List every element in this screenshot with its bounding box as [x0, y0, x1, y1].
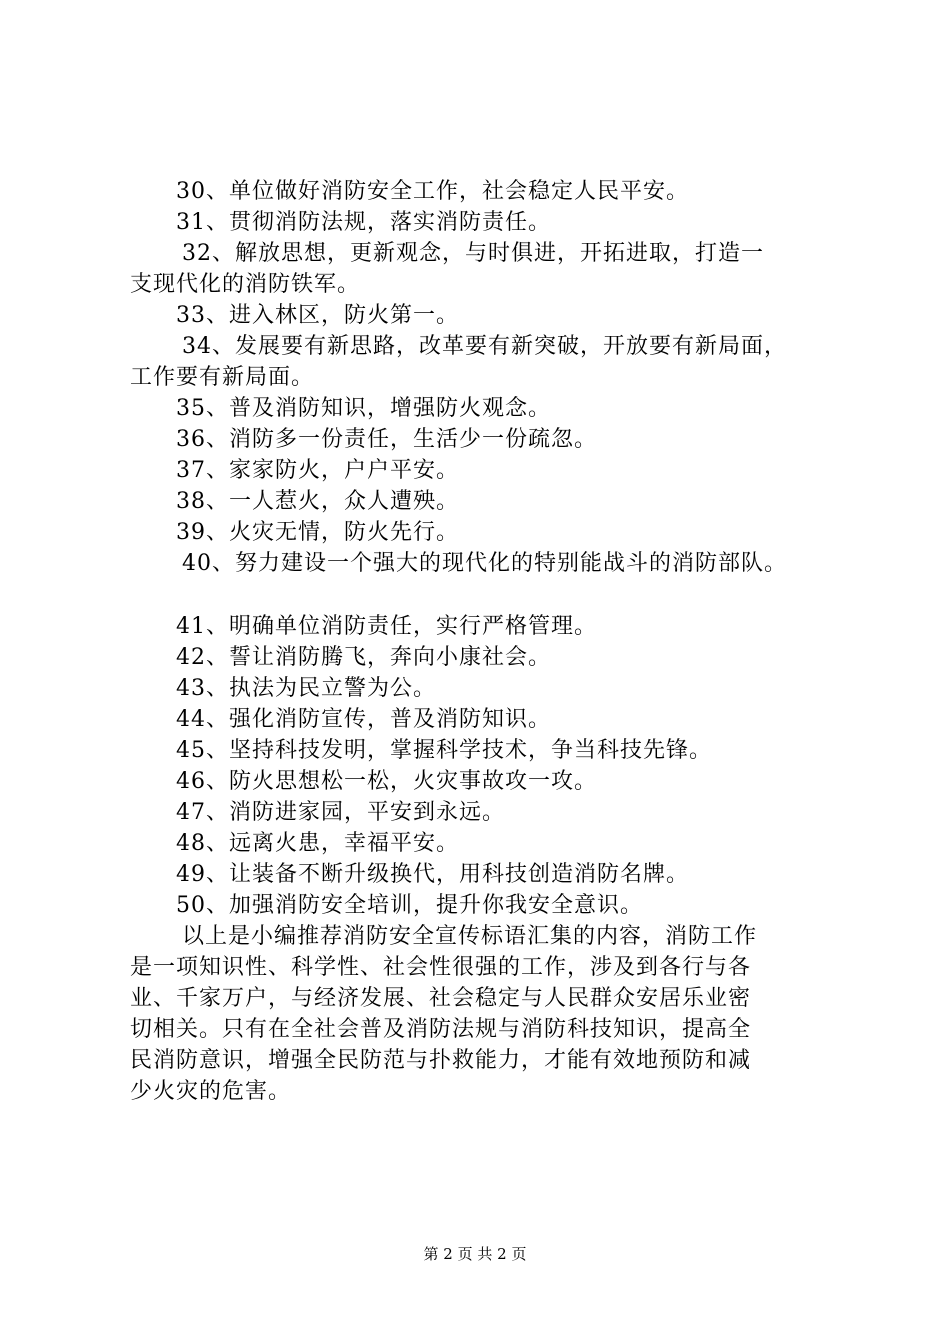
- text-line: 40、努力建设一个强大的现代化的特别能战斗的消防部队。: [182, 551, 787, 576]
- page-footer: 第 2 页 共 2 页: [423, 1245, 527, 1263]
- text-line: 36、消防多一份责任，生活少一份疏忽。: [176, 427, 597, 452]
- text-line: 46、防火思想松一松，火灾事故攻一攻。: [176, 769, 597, 794]
- text-line: 33、进入林区，防火第一。: [176, 303, 459, 328]
- text-line: 是一项知识性、科学性、社会性很强的工作，涉及到各行与各: [130, 955, 752, 980]
- text-line: 47、消防进家园，平安到永远。: [176, 800, 505, 825]
- text-line: 44、强化消防宣传，普及消防知识。: [176, 707, 551, 732]
- text-line: 43、执法为民立警为公。: [176, 676, 436, 701]
- text-line: 支现代化的消防铁军。: [130, 272, 361, 297]
- text-line: 少火灾的危害。: [130, 1079, 292, 1104]
- text-line: 37、家家防火，户户平安。: [176, 458, 459, 483]
- text-line: 民消防意识，增强全民防范与扑救能力，才能有效地预防和减: [130, 1048, 752, 1073]
- text-line: 业、千家万户，与经济发展、社会稳定与人民群众安居乐业密: [130, 986, 752, 1011]
- text-line: 38、一人惹火，众人遭殃。: [176, 489, 459, 514]
- text-line: 30、单位做好消防安全工作，社会稳定人民平安。: [176, 179, 689, 204]
- text-line: 34、发展要有新思路，改革要有新突破，开放要有新局面，: [182, 334, 787, 359]
- text-line: 41、明确单位消防责任，实行严格管理。: [176, 614, 597, 639]
- text-line: 31、贯彻消防法规，落实消防责任。: [176, 210, 551, 235]
- text-line: 35、普及消防知识，增强防火观念。: [176, 396, 551, 421]
- text-line: 50、加强消防安全培训，提升你我安全意识。: [176, 893, 643, 918]
- text-line: 工作要有新局面。: [130, 365, 315, 390]
- paragraph-gap: [130, 579, 830, 611]
- text-line: 切相关。只有在全社会普及消防法规与消防科技知识，提高全: [130, 1017, 752, 1042]
- text-line: 39、火灾无情，防火先行。: [176, 520, 459, 545]
- text-line: 以上是小编推荐消防安全宣传标语汇集的内容，消防工作: [182, 924, 758, 949]
- document-body: [130, 176, 830, 1107]
- text-line: 42、誓让消防腾飞，奔向小康社会。: [176, 645, 551, 670]
- slogan-list-block-1: [130, 176, 830, 579]
- text-line: 32、解放思想，更新观念，与时俱进，开拓进取，打造一: [182, 241, 764, 266]
- slogan-list-block-2: [130, 611, 830, 1107]
- text-line: 49、让装备不断升级换代，用科技创造消防名牌。: [176, 862, 689, 887]
- text-line: 48、远离火患，幸福平安。: [176, 831, 459, 856]
- text-line: 45、坚持科技发明，掌握科学技术，争当科技先锋。: [176, 738, 712, 763]
